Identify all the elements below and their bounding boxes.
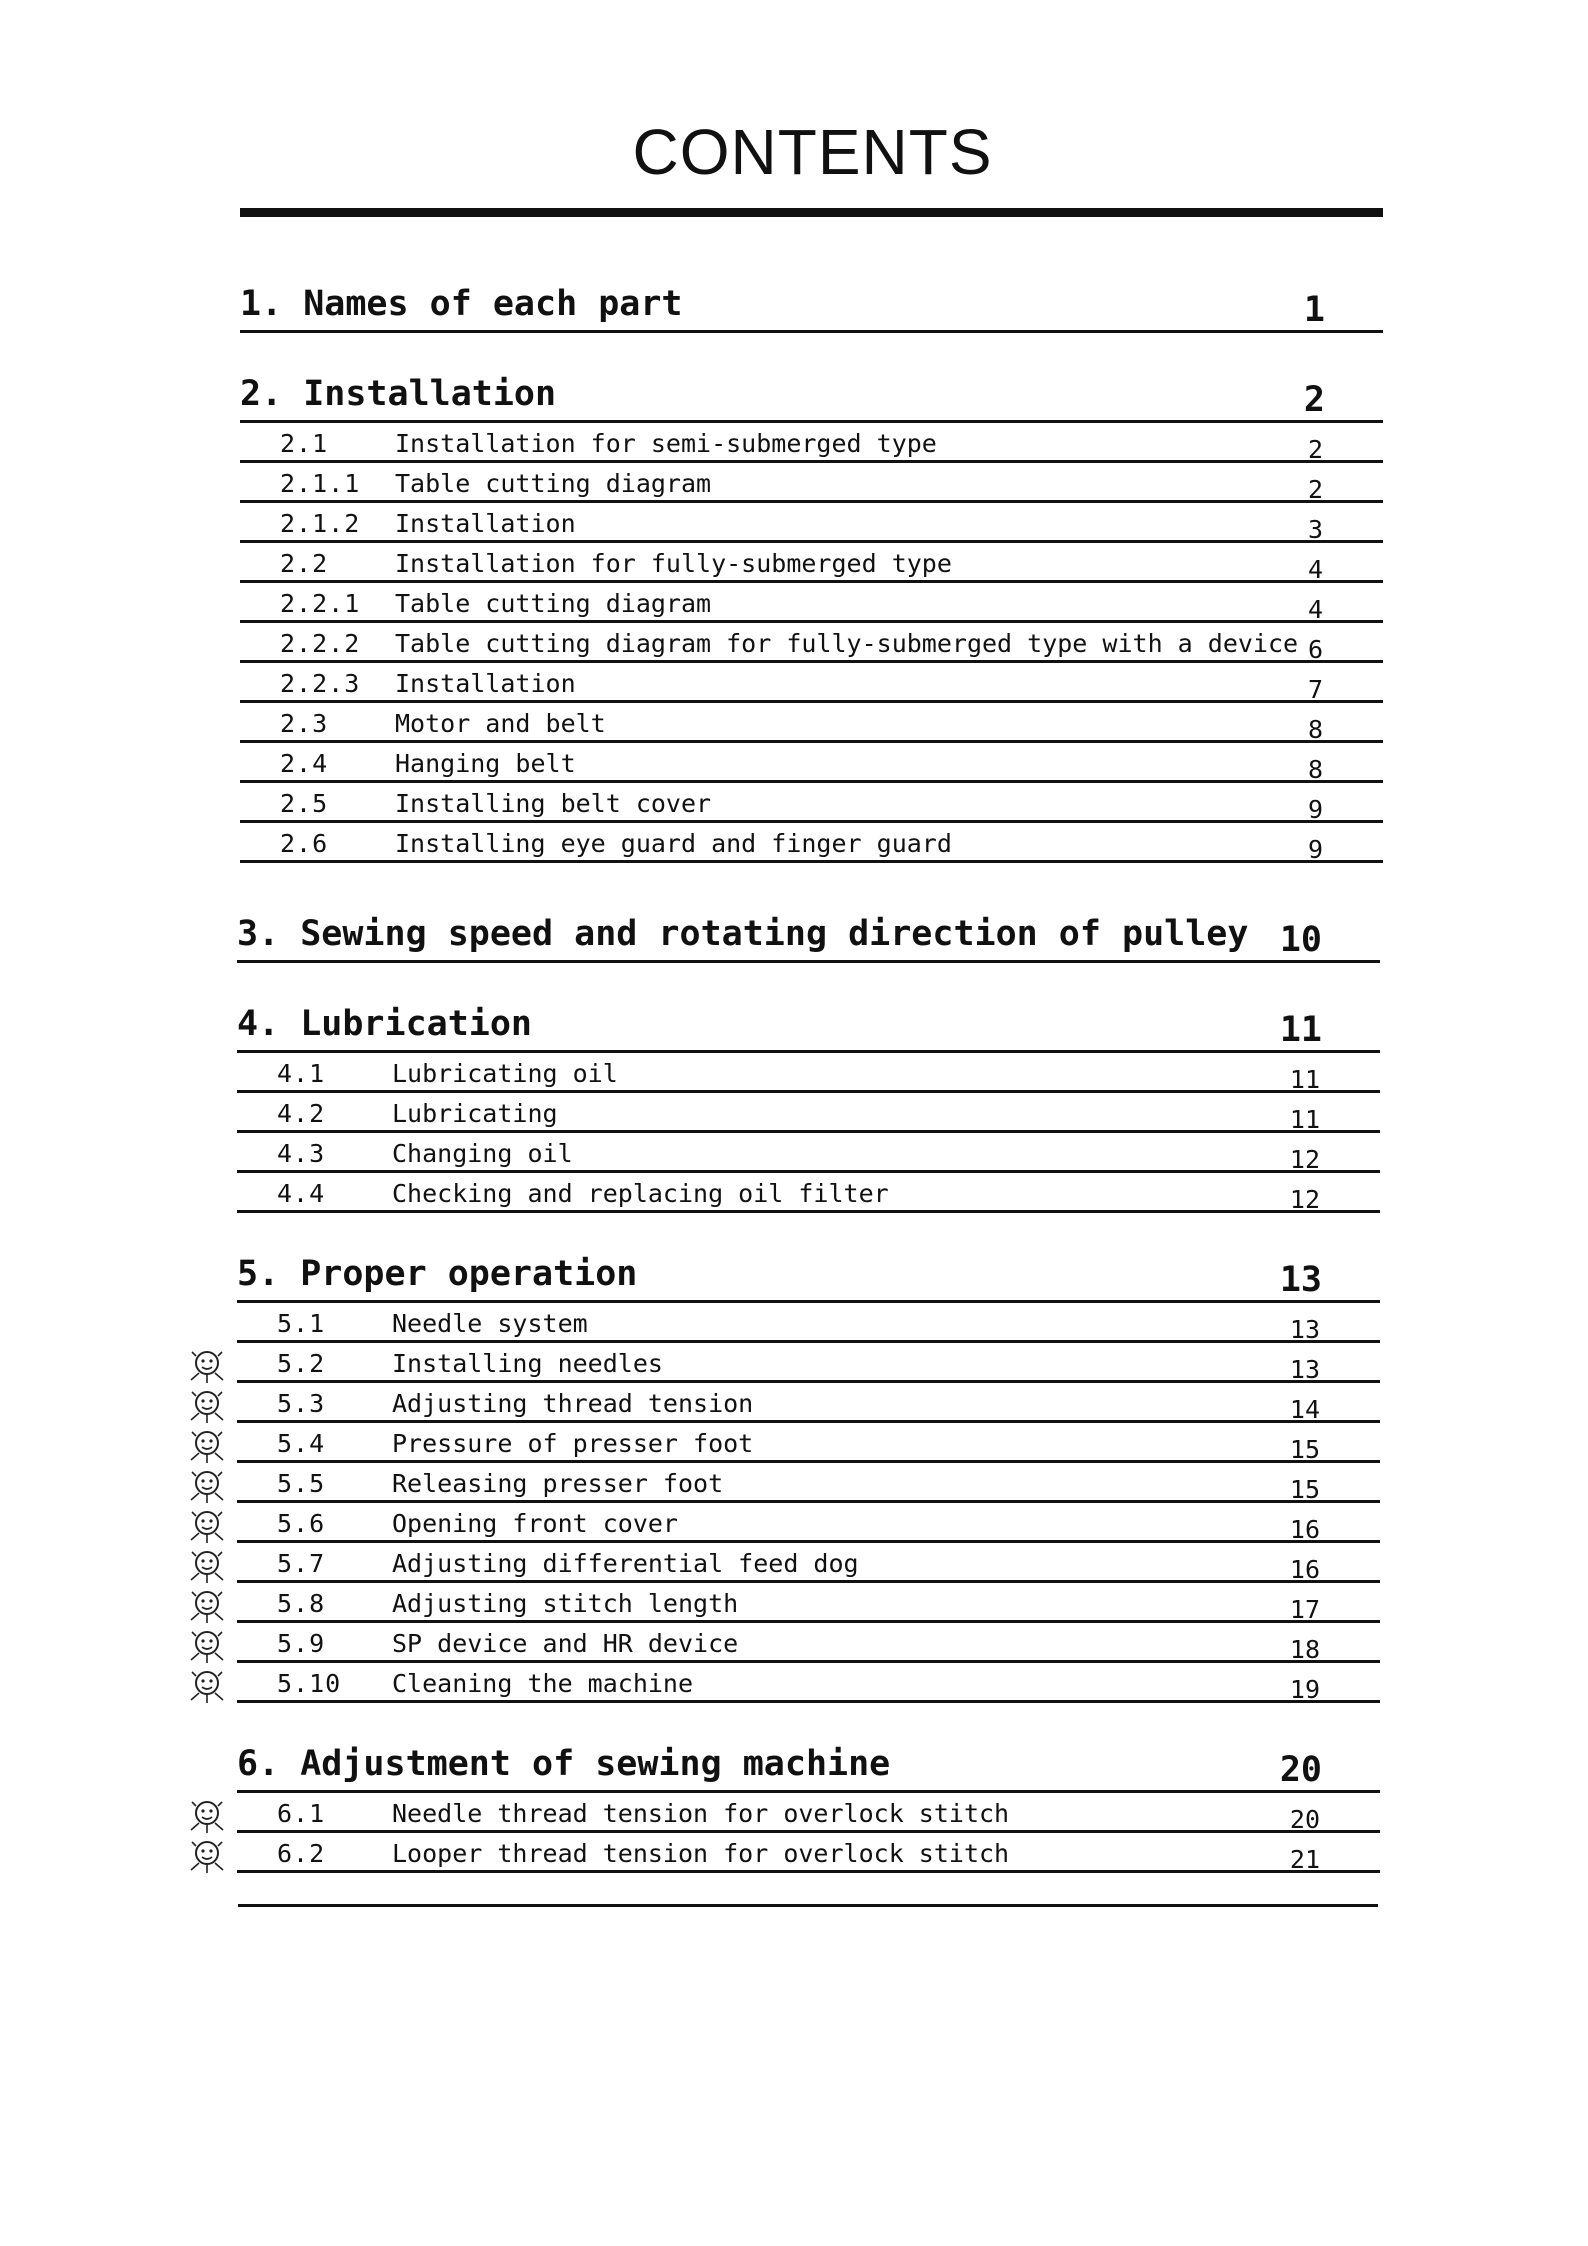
entry-page-number: 3	[1307, 515, 1323, 544]
entry-page-number: 12	[1289, 1185, 1320, 1214]
section-heading[interactable]	[237, 900, 1380, 963]
entry-title: Looper thread tension for overlock stitch	[392, 1839, 1010, 1868]
entry-title: Needle system	[392, 1309, 588, 1338]
entry-title: Installing belt cover	[395, 789, 712, 818]
entry-title: Changing oil	[392, 1139, 573, 1168]
entry-title: Needle thread tension for overlock stitch	[392, 1799, 1010, 1828]
toc-section	[237, 990, 1380, 1213]
caution-face-icon	[187, 1666, 227, 1706]
entry-number: 5.6	[277, 1509, 326, 1538]
entry-page-number: 16	[1289, 1555, 1320, 1584]
entry-page-number: 12	[1289, 1145, 1320, 1174]
toc-entry[interactable]	[240, 503, 1383, 543]
section-title: 4. Lubrication	[237, 1004, 533, 1044]
caution-face-icon	[187, 1836, 227, 1876]
toc-entry[interactable]	[237, 1303, 1380, 1343]
section-heading[interactable]	[237, 1240, 1380, 1303]
toc-section	[237, 900, 1380, 963]
toc-entry[interactable]	[237, 1833, 1380, 1873]
toc-entry[interactable]	[240, 663, 1383, 703]
toc-entry[interactable]	[240, 823, 1383, 863]
section-title: 6. Adjustment of sewing machine	[237, 1744, 891, 1784]
entry-number: 2.4	[280, 749, 329, 778]
entry-title: Checking and replacing oil filter	[392, 1179, 889, 1208]
toc-entry[interactable]	[237, 1383, 1380, 1423]
toc-section	[240, 270, 1383, 333]
caution-face-icon	[187, 1546, 227, 1586]
toc-entry[interactable]	[237, 1583, 1380, 1623]
toc-entry[interactable]	[237, 1173, 1380, 1213]
entry-number: 2.2	[280, 549, 329, 578]
entry-number: 2.1.2	[280, 509, 361, 538]
entry-page-number: 8	[1307, 715, 1323, 744]
caution-face-icon	[187, 1466, 227, 1506]
entry-title: Installation for semi-submerged type	[395, 429, 937, 458]
entry-title: Pressure of presser foot	[392, 1429, 754, 1458]
entry-page-number: 21	[1289, 1845, 1320, 1874]
entry-page-number: 13	[1289, 1315, 1320, 1344]
toc-entry[interactable]	[240, 423, 1383, 463]
entry-number: 5.8	[277, 1589, 326, 1618]
toc-entry[interactable]	[240, 783, 1383, 823]
toc-entry[interactable]	[237, 1663, 1380, 1703]
entry-title: Installing needles	[392, 1349, 663, 1378]
entry-page-number: 11	[1289, 1065, 1320, 1094]
entry-title: Installation	[395, 509, 576, 538]
entry-title: Opening front cover	[392, 1509, 678, 1538]
toc-section	[237, 1730, 1380, 1873]
entry-title: Cleaning the machine	[392, 1669, 694, 1698]
entry-page-number: 15	[1289, 1475, 1320, 1504]
entry-page-number: 4	[1307, 595, 1323, 624]
entry-title: Lubricating	[392, 1099, 558, 1128]
toc-entry[interactable]	[240, 703, 1383, 743]
entry-page-number: 19	[1289, 1675, 1320, 1704]
entry-title: Motor and belt	[395, 709, 606, 738]
entry-number: 5.9	[277, 1629, 326, 1658]
entry-page-number: 6	[1307, 635, 1323, 664]
entry-number: 2.2.1	[280, 589, 361, 618]
entry-number: 2.5	[280, 789, 329, 818]
toc-entry[interactable]	[237, 1093, 1380, 1133]
toc-entry[interactable]	[237, 1053, 1380, 1093]
entry-title: Adjusting differential feed dog	[392, 1549, 859, 1578]
entry-number: 4.1	[277, 1059, 326, 1088]
entry-number: 2.2.3	[280, 669, 361, 698]
entry-title: Installation	[395, 669, 576, 698]
entry-page-number: 16	[1289, 1515, 1320, 1544]
toc-entry[interactable]	[237, 1423, 1380, 1463]
entry-title: Lubricating oil	[392, 1059, 618, 1088]
entry-number: 2.3	[280, 709, 329, 738]
entry-page-number: 15	[1289, 1435, 1320, 1464]
caution-face-icon	[187, 1796, 227, 1836]
entry-title: SP device and HR device	[392, 1629, 739, 1658]
section-heading[interactable]	[237, 990, 1380, 1053]
toc-section	[240, 360, 1383, 863]
section-page-number: 1	[1303, 290, 1325, 330]
toc-entry[interactable]	[240, 743, 1383, 783]
toc-entry[interactable]	[240, 543, 1383, 583]
entry-number: 2.1	[280, 429, 329, 458]
entry-title: Installation for fully-submerged type	[395, 549, 952, 578]
toc-entry[interactable]	[237, 1503, 1380, 1543]
caution-face-icon	[187, 1626, 227, 1666]
entry-number: 4.3	[277, 1139, 326, 1168]
toc-entry[interactable]	[237, 1623, 1380, 1663]
toc-entry[interactable]	[240, 463, 1383, 503]
entry-title: Releasing presser foot	[392, 1469, 724, 1498]
entry-number: 5.3	[277, 1389, 326, 1418]
entry-title: Adjusting thread tension	[392, 1389, 754, 1418]
entry-number: 6.2	[277, 1839, 326, 1868]
section-title: 2. Installation	[240, 374, 557, 414]
toc-entry[interactable]	[240, 583, 1383, 623]
section-page-number: 11	[1279, 1010, 1322, 1050]
title-rule	[240, 208, 1383, 217]
entry-title: Hanging belt	[395, 749, 576, 778]
entry-number: 6.1	[277, 1799, 326, 1828]
entry-title: Table cutting diagram for fully-submerged type with a device	[395, 629, 1299, 658]
section-page-number: 10	[1279, 920, 1322, 960]
entry-number: 4.4	[277, 1179, 326, 1208]
toc-entry[interactable]	[237, 1463, 1380, 1503]
entry-page-number: 11	[1289, 1105, 1320, 1134]
entry-page-number: 2	[1307, 435, 1323, 464]
entry-number: 2.6	[280, 829, 329, 858]
toc-entry[interactable]	[237, 1343, 1380, 1383]
caution-face-icon	[187, 1346, 227, 1386]
entry-page-number: 18	[1289, 1635, 1320, 1664]
caution-face-icon	[187, 1386, 227, 1426]
section-page-number: 20	[1279, 1750, 1322, 1790]
toc-entry[interactable]	[237, 1793, 1380, 1833]
entry-title: Adjusting stitch length	[392, 1589, 739, 1618]
section-heading[interactable]	[240, 270, 1383, 333]
entry-title: Installing eye guard and finger guard	[395, 829, 952, 858]
section-title: 5. Proper operation	[237, 1254, 638, 1294]
entry-number: 5.1	[277, 1309, 326, 1338]
section-title: 3. Sewing speed and rotating direction of pulley	[237, 914, 1249, 954]
entry-page-number: 8	[1307, 755, 1323, 784]
entry-number: 2.2.2	[280, 629, 361, 658]
section-heading[interactable]	[240, 360, 1383, 423]
entry-number: 5.5	[277, 1469, 326, 1498]
entry-number: 5.10	[277, 1669, 342, 1698]
toc-entry[interactable]	[237, 1543, 1380, 1583]
entry-page-number: 14	[1289, 1395, 1320, 1424]
caution-face-icon	[187, 1506, 227, 1546]
entry-page-number: 2	[1307, 475, 1323, 504]
caution-face-icon	[187, 1426, 227, 1466]
toc-entry[interactable]	[240, 623, 1383, 663]
bottom-rule	[238, 1904, 1378, 1907]
entry-page-number: 13	[1289, 1355, 1320, 1384]
caution-face-icon	[187, 1586, 227, 1626]
entry-number: 5.7	[277, 1549, 326, 1578]
section-title: 1. Names of each part	[240, 284, 683, 324]
entry-title: Table cutting diagram	[395, 589, 712, 618]
entry-number: 5.2	[277, 1349, 326, 1378]
entry-page-number: 4	[1307, 555, 1323, 584]
page-title: CONTENTS	[632, 116, 993, 188]
entry-page-number: 7	[1307, 675, 1323, 704]
toc-entry[interactable]	[237, 1133, 1380, 1173]
entry-number: 5.4	[277, 1429, 326, 1458]
entry-page-number: 9	[1307, 795, 1323, 824]
entry-title: Table cutting diagram	[395, 469, 712, 498]
entry-number: 2.1.1	[280, 469, 361, 498]
entry-number: 4.2	[277, 1099, 326, 1128]
entry-page-number: 17	[1289, 1595, 1320, 1624]
section-page-number: 2	[1303, 380, 1325, 420]
entry-page-number: 20	[1289, 1805, 1320, 1834]
section-heading[interactable]	[237, 1730, 1380, 1793]
entry-page-number: 9	[1307, 835, 1323, 864]
section-page-number: 13	[1279, 1260, 1322, 1300]
toc-section	[237, 1240, 1380, 1703]
